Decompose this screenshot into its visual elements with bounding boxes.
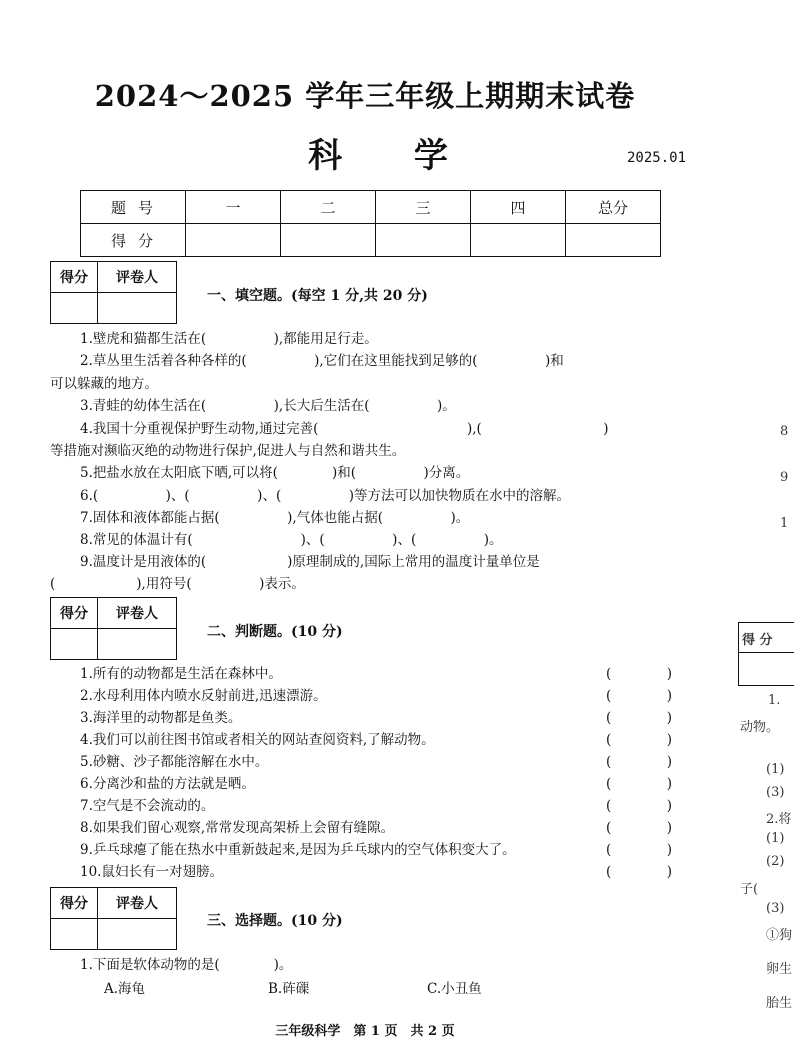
answer-blank[interactable]: ( ) (606, 864, 672, 880)
next-page-grader-score: 得 分 (742, 633, 773, 648)
score-table-score-label: 得分 (81, 224, 186, 257)
answer-blank[interactable]: ( ) (606, 666, 672, 682)
grader-score-label: 得分 (51, 262, 98, 293)
fill-question: 1.壁虎和猫都生活在( ),都能用足行走。 (80, 331, 378, 347)
next-page-fragment: 1 (780, 516, 789, 531)
answer-blank[interactable]: ( ) (606, 732, 672, 748)
fill-question: 4.我国十分重视保护野生动物,通过完善( ),( ) (80, 421, 609, 437)
fill-question: 5.把盐水放在太阳底下晒,可以将( )和( )分离。 (80, 465, 470, 481)
next-page-fragment: (2) (766, 854, 785, 869)
choice-option-c[interactable]: C.小丑鱼 (427, 981, 482, 997)
answer-blank[interactable]: ( ) (606, 688, 672, 704)
judge-question: 8.如果我们留心观察,常常发现高架桥上会留有缝隙。 (80, 820, 395, 836)
score-cell[interactable] (471, 224, 566, 257)
judge-question: 7.空气是不会流动的。 (80, 798, 215, 814)
score-table-score-row (81, 224, 661, 257)
grader-reviewer-cell[interactable] (98, 629, 177, 660)
answer-blank[interactable]: ( ) (606, 798, 672, 814)
next-page-fragment: 9 (780, 470, 789, 485)
score-table-col: 一 (186, 191, 281, 224)
grader-score-label: 得分 (51, 598, 98, 629)
next-page-fragment: 2.将 (766, 812, 792, 827)
exam-date: 2025.01 (627, 150, 687, 166)
fill-question: 7.固体和液体都能占据( ),气体也能占据( )。 (80, 510, 470, 526)
next-page-fragment: 卵生 (766, 962, 793, 977)
score-cell[interactable] (281, 224, 376, 257)
grader-reviewer-cell[interactable] (98, 293, 177, 324)
judge-question: 2.水母利用体内喷水反射前进,迅速漂游。 (80, 688, 327, 704)
grader-reviewer-label: 评卷人 (98, 262, 177, 293)
next-page-fragment: 胎生 (766, 996, 793, 1011)
answer-blank[interactable]: ( ) (606, 754, 672, 770)
fill-question-continued: 等措施对濒临灭绝的动物进行保护,促进人与自然和谐共生。 (50, 443, 406, 459)
score-table-header-row (81, 191, 661, 224)
score-table-col: 四 (471, 191, 566, 224)
next-page-fragment: 子( (740, 882, 759, 897)
grader-reviewer-label: 评卷人 (98, 598, 177, 629)
grader-box-section2 (50, 597, 177, 660)
grader-box-section1 (50, 261, 177, 324)
next-page-fragment: 1. (768, 693, 781, 708)
fill-question: 6.( )、( )、( )等方法可以加快物质在水中的溶解。 (80, 488, 570, 504)
score-table-col: 总分 (566, 191, 661, 224)
fill-question-continued: 可以躲藏的地方。 (50, 376, 158, 392)
grader-score-cell[interactable] (51, 629, 98, 660)
judge-question: 10.鼠妇长有一对翅膀。 (80, 864, 223, 880)
judge-question: 4.我们可以前往图书馆或者相关的网站查阅资料,了解动物。 (80, 732, 435, 748)
judge-question: 5.砂糖、沙子都能溶解在水中。 (80, 754, 269, 770)
answer-blank[interactable]: ( ) (606, 820, 672, 836)
next-page-fragment: 8 (780, 424, 789, 439)
score-table-col: 三 (376, 191, 471, 224)
section2-heading: 二、判断题。(10 分) (207, 624, 343, 640)
next-page-fragment: (3) (766, 785, 785, 800)
judge-question: 6.分离沙和盐的方法就是晒。 (80, 776, 255, 792)
answer-blank[interactable]: ( ) (606, 842, 672, 858)
grader-reviewer-cell[interactable] (98, 919, 177, 950)
fill-question: 3.青蛙的幼体生活在( ),长大后生活在( )。 (80, 398, 456, 414)
next-page-fragment: (1) (766, 762, 785, 777)
score-table-col: 二 (281, 191, 376, 224)
score-cell[interactable] (376, 224, 471, 257)
score-table (80, 190, 661, 257)
judge-question: 1.所有的动物都是生活在森林中。 (80, 666, 282, 682)
section1-heading: 一、填空题。(每空 1 分,共 20 分) (207, 288, 428, 304)
section3-heading: 三、选择题。(10 分) (207, 913, 343, 929)
fill-question: 2.草丛里生活着各种各样的( ),它们在这里能找到足够的( )和 (80, 353, 564, 369)
exam-title: 2024～2025 学年三年级上期期末试卷 (94, 79, 636, 113)
score-cell[interactable] (566, 224, 661, 257)
grader-box-section3 (50, 887, 177, 950)
page-footer: 三年级科学 第 1 页 共 2 页 (275, 1024, 455, 1039)
score-table-label: 题号 (81, 191, 186, 224)
choice-question: 1.下面是软体动物的是( )。 (80, 957, 293, 973)
answer-blank[interactable]: ( ) (606, 710, 672, 726)
answer-blank[interactable]: ( ) (606, 776, 672, 792)
fill-question: 9.温度计是用液体的( )原理制成的,国际上常用的温度计量单位是 (80, 554, 540, 570)
grader-reviewer-label: 评卷人 (98, 888, 177, 919)
judge-question: 9.乒乓球瘪了能在热水中重新鼓起来,是因为乒乓球内的空气体积变大了。 (80, 842, 516, 858)
grader-score-label: 得分 (51, 888, 98, 919)
subject-title: 科 学 (308, 136, 478, 176)
next-page-fragment: (3) (766, 901, 785, 916)
grader-score-cell[interactable] (51, 919, 98, 950)
score-cell[interactable] (186, 224, 281, 257)
choice-option-a[interactable]: A.海龟 (104, 981, 146, 997)
fill-question-continued: ( ),用符号( )表示。 (50, 576, 305, 592)
next-page-fragment: 动物。 (740, 720, 780, 735)
fill-question: 8.常见的体温计有( )、( )、( )。 (80, 532, 503, 548)
next-page-fragment: ①狗 (766, 928, 793, 943)
grader-score-cell[interactable] (51, 293, 98, 324)
judge-question: 3.海洋里的动物都是鱼类。 (80, 710, 242, 726)
choice-option-b[interactable]: B.砗磲 (268, 981, 310, 997)
next-page-grader-divider (738, 652, 794, 653)
next-page-fragment: (1) (766, 831, 785, 846)
